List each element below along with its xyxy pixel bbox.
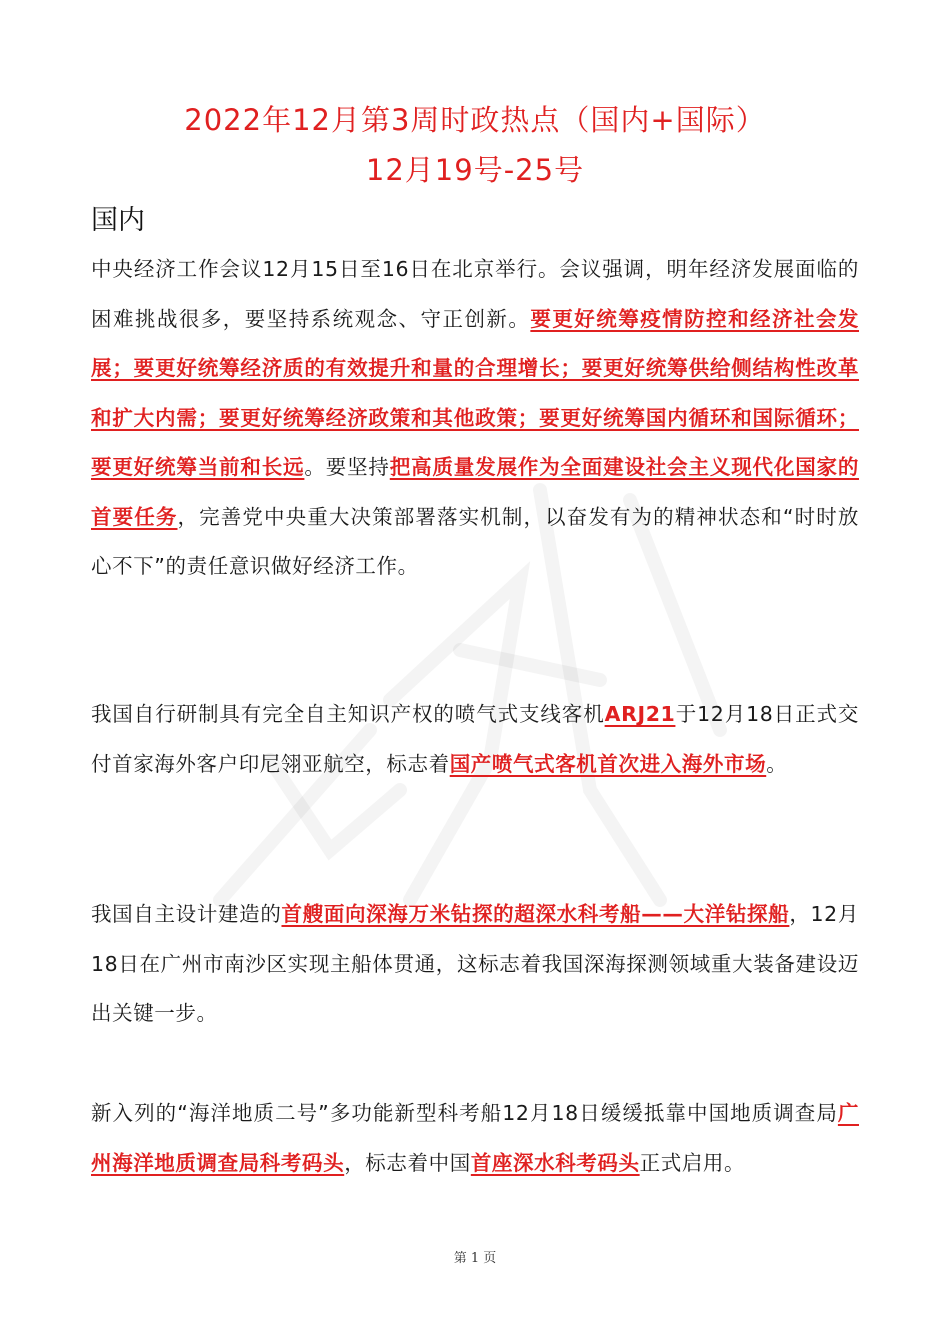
text-segment: ，12月18日在广州市南沙区实现主船体贯通，这标志着我国深海探测领域重大装备建设迈出关键一步。 xyxy=(91,902,859,1025)
page-number: 第 1 页 xyxy=(453,1251,497,1266)
highlighted-text: 首座深水科考码头 xyxy=(470,1150,640,1175)
highlighted-text: 首艘面向深海万米钻探的超深水科考船——大洋钻探船 xyxy=(281,902,790,926)
highlighted-text: 国产喷气式客机首次进入海外市场 xyxy=(449,751,767,776)
paragraph xyxy=(91,890,859,1039)
text-segment: ，完善党中央重大决策部署落实机制，以奋发有为的精神状态和“时时放心不下”的责任意识做好经济工作。 xyxy=(91,504,859,578)
section-heading: 国内 xyxy=(91,205,145,236)
document-title: 2022年12月第3周时政热点（国内+国际） xyxy=(184,103,766,137)
paragraph xyxy=(91,245,859,592)
text-segment: 。 xyxy=(766,751,788,776)
text-segment: 于12月18日正式交付首家海外客户印尼翎亚航空，标志着 xyxy=(91,702,859,776)
text-segment: 正式启用。 xyxy=(639,1150,746,1175)
text-segment: 我国自主设计建造的 xyxy=(91,902,282,926)
highlighted-text: ARJ21 xyxy=(604,702,676,726)
highlighted-text: 要更好统筹疫情防控和经济社会发展；要更好统筹经济质的有效提升和量的合理增长；要更好统筹供给侧结构性改革和扩大内需；要更好统筹经济政策和其他政策；要更好统筹国内循环和国际循环；要更好统筹当前和长远 xyxy=(91,306,860,479)
highlighted-text: 把高质量发展作为全面建设社会主义现代化国家的首要任务 xyxy=(91,455,859,529)
text-segment: 。要坚持 xyxy=(304,455,390,479)
paragraph xyxy=(91,690,859,789)
text-segment: 新入列的“海洋地质二号”多功能新型科考船12月18日缓缓抵靠中国地质调查局 xyxy=(91,1101,838,1125)
text-segment: 中央经济工作会议12月15日至16日在北京举行。会议强调，明年经济发展面临的困难挑战很多，要坚持系统观念、守正创新。 xyxy=(91,257,859,331)
text-segment: ，标志着中国 xyxy=(344,1150,471,1175)
text-segment: 我国自行研制具有完全自主知识产权的喷气式支线客机 xyxy=(91,702,605,726)
highlighted-text: 广州海洋地质调查局科考码头 xyxy=(91,1101,859,1175)
paragraph xyxy=(91,1089,859,1188)
date-range: 12月19号-25号 xyxy=(365,153,585,187)
